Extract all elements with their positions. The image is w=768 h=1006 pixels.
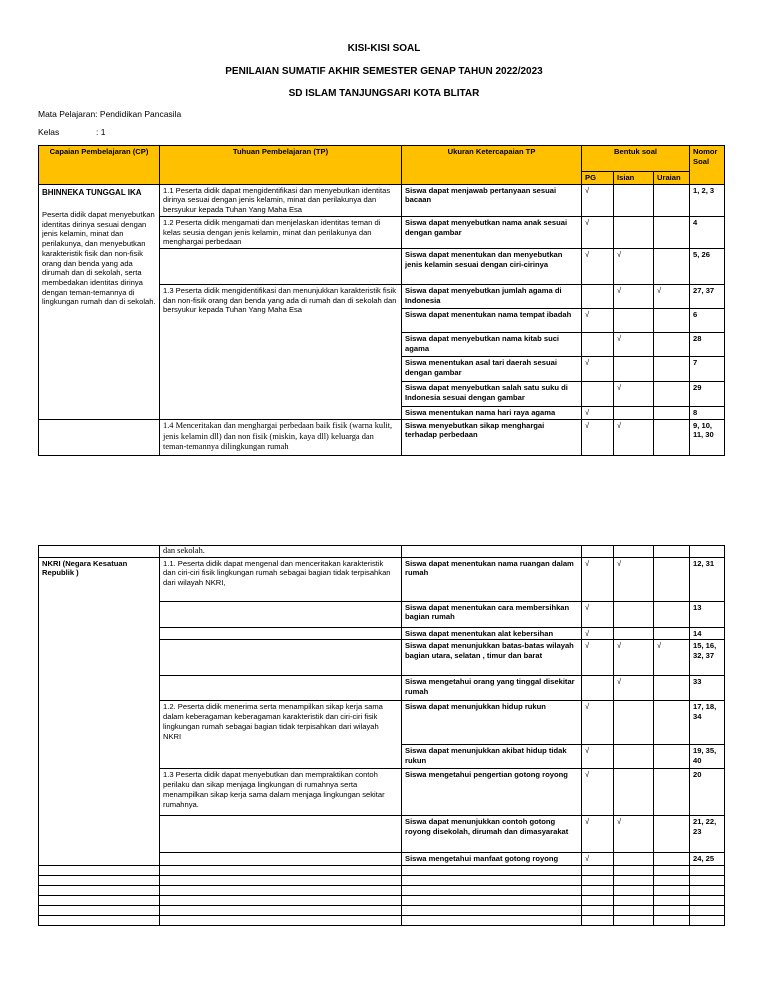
nomor-cell: 24, 25 (690, 853, 725, 866)
isian-cell: √ (614, 419, 654, 455)
tp-1-1-nkri: 1.1. Peserta didik dapat mengenal dan menceritakan karakteristik dan ciri-ciri fisik lingkungan rumah sebagai bagian tidak terpisahkan dari wilayah NKRI, (160, 557, 402, 601)
nomor-cell: 1, 2, 3 (690, 184, 725, 216)
header-uraian: Uraian (654, 172, 690, 185)
uraian-cell (654, 382, 690, 407)
ukuran-cell: Siswa dapat menyebutkan jumlah agama di Indonesia (402, 285, 582, 309)
pg-cell (582, 333, 614, 357)
tp-1-2: 1.2 Peserta didik mengamati dan menjelaskan identitas teman di kelas seusia dengan jenis kelamin, minat dan perilakunya dan menghargai perbedaan (160, 216, 402, 248)
pg-cell (582, 382, 614, 407)
isian-cell (614, 745, 654, 769)
isian-cell: √ (614, 382, 654, 407)
pg-cell (582, 676, 614, 701)
blank-row (39, 876, 725, 886)
tp-empty-cell (160, 853, 402, 866)
isian-cell (614, 216, 654, 248)
isian-cell (614, 309, 654, 333)
school-name: SD ISLAM TANJUNGSARI KOTA BLITAR (288, 88, 480, 99)
nomor-cell: 17, 18, 34 (690, 701, 725, 745)
blank-row (39, 866, 725, 876)
nomor-cell: 5, 26 (690, 249, 725, 285)
pg-cell: √ (582, 357, 614, 382)
nomor-cell: 27, 37 (690, 285, 725, 309)
uraian-cell (654, 701, 690, 745)
nomor-cell: 29 (690, 382, 725, 407)
cp-title: BHINNEKA TUNGGAL IKA (42, 187, 142, 197)
isian-cell: √ (614, 557, 654, 601)
blank-row (39, 886, 725, 896)
nomor-cell: 19, 35, 40 (690, 745, 725, 769)
ukuran-cell: Siswa dapat menentukan dan menyebutkan jenis kelamin sesuai dengan ciri-cirinya (402, 249, 582, 285)
nomor-cell: 14 (690, 627, 725, 640)
uraian-cell (654, 184, 690, 216)
uraian-cell (654, 249, 690, 285)
empty-cell (654, 546, 690, 558)
pg-cell: √ (582, 557, 614, 601)
ukuran-cell: Siswa dapat menentukan nama tempat ibadah (402, 309, 582, 333)
nomor-cell: 13 (690, 601, 725, 627)
nomor-cell: 20 (690, 769, 725, 816)
uraian-cell (654, 601, 690, 627)
subject-label: Mata Pelajaran: Pendidikan Pancasila (38, 109, 182, 119)
uraian-cell: √ (654, 640, 690, 676)
isian-cell (614, 701, 654, 745)
isian-cell (614, 769, 654, 816)
uraian-cell (654, 216, 690, 248)
cp-title: NKRI (Negara Kesatuan Republik ) (39, 557, 160, 865)
isian-cell: √ (614, 640, 654, 676)
uraian-cell (654, 745, 690, 769)
document-subtitle: PENILAIAN SUMATIF AKHIR SEMESTER GENAP TAHUN 2022/2023 (225, 66, 543, 77)
nomor-cell: 8 (690, 407, 725, 420)
uraian-cell (654, 769, 690, 816)
nomor-cell: 33 (690, 676, 725, 701)
pg-cell: √ (582, 816, 614, 853)
tp-empty-cell (160, 676, 402, 701)
pg-cell: √ (582, 769, 614, 816)
nomor-cell: 21, 22, 23 (690, 816, 725, 853)
ukuran-cell: Siswa dapat menyebutkan nama kitab suci agama (402, 333, 582, 357)
pg-cell: √ (582, 309, 614, 333)
grid-table-2 (38, 545, 725, 926)
cp-empty-cell (39, 546, 160, 558)
pg-cell: √ (582, 184, 614, 216)
nomor-cell: 12, 31 (690, 557, 725, 601)
pg-cell: √ (582, 701, 614, 745)
class-label: Kelas (38, 127, 60, 137)
ukuran-cell: Siswa dapat menyebutkan salah satu suku di Indonesia sesuai dengan gambar (402, 382, 582, 407)
pg-cell: √ (582, 627, 614, 640)
isian-cell: √ (614, 676, 654, 701)
isian-cell (614, 853, 654, 866)
ukuran-cell: Siswa dapat menentukan alat kebersihan (402, 627, 582, 640)
pg-cell: √ (582, 419, 614, 455)
ukuran-cell: Siswa mengetahui pengertian gotong royong (402, 769, 582, 816)
uraian-cell (654, 676, 690, 701)
uraian-cell: √ (654, 285, 690, 309)
isian-cell (614, 601, 654, 627)
nomor-cell: 4 (690, 216, 725, 248)
isian-cell: √ (614, 249, 654, 285)
uraian-cell (654, 309, 690, 333)
ukuran-cell: Siswa dapat menunjukkan batas-batas wilayah bagian utara, selatan , timur dan barat (402, 640, 582, 676)
header-nomor-soal: Nomor Soal (690, 146, 725, 185)
tp-empty-cell (160, 816, 402, 853)
document-title: KISI-KISI SOAL (347, 43, 421, 54)
blank-row (39, 896, 725, 906)
isian-cell (614, 627, 654, 640)
pg-cell: √ (582, 745, 614, 769)
pg-cell: √ (582, 853, 614, 866)
tp-1-3: 1.3 Peserta didik mengidentifikasi dan menunjukkan karakteristik fisik dan non-fisik orang dan benda yang ada di rumah dan di sekolah dan bersyukur kepada Tuhan Yang Maha Esa (160, 285, 402, 420)
uraian-cell (654, 557, 690, 601)
tp-empty-cell (160, 627, 402, 640)
uraian-cell (654, 816, 690, 853)
empty-cell (690, 546, 725, 558)
ukuran-cell: Siswa dapat menunjukkan akibat hidup tidak rukun (402, 745, 582, 769)
header-cp: Capaian Pembelajaran (CP) (39, 146, 160, 185)
ukuran-cell: Siswa mengetahui manfaat gotong royong (402, 853, 582, 866)
pg-cell: √ (582, 601, 614, 627)
ukuran-cell: Siswa mengetahui orang yang tinggal disekitar rumah (402, 676, 582, 701)
isian-cell (614, 407, 654, 420)
blank-row (39, 906, 725, 916)
tp-continuation: dan sekolah. (160, 546, 402, 558)
tp-empty-cell (160, 640, 402, 676)
ukuran-cell: Siswa dapat menentukan nama ruangan dalam rumah (402, 557, 582, 601)
header-isian: Isian (614, 172, 654, 185)
header-bentuk-soal: Bentuk soal (582, 146, 690, 172)
empty-cell (614, 546, 654, 558)
isian-cell: √ (614, 285, 654, 309)
uraian-cell (654, 419, 690, 455)
nomor-cell: 28 (690, 333, 725, 357)
ukuran-cell: Siswa dapat menjawab pertanyaan sesuai bacaan (402, 184, 582, 216)
isian-cell: √ (614, 816, 654, 853)
ukuran-cell: Siswa dapat menunjukkan hidup rukun (402, 701, 582, 745)
ukuran-cell: Siswa dapat menentukan cara membersihkan bagian rumah (402, 601, 582, 627)
tp-1-3-nkri: 1.3 Peserta didik dapat menyebutkan dan mempraktikan contoh perilaku dan sikap menjaga lingkungan di rumahnya serta menampilkan sikap kerja sama dalam menjaga lingkungan sekitar rumahnya. (160, 769, 402, 816)
cp-description: Peserta didik dapat menyebutkan identitas dirinya sesuai dengan jenis kelamin, minat dan perilakunya, dan menyebutkan karakteristik fisik dan non-fisik orang dan benda yang ada dirumah dan di sekolah, serta membedakan identitas dirinya dengan teman-temannya di lingkungan rumah dan di sekolah. (42, 209, 156, 307)
class-value: : 1 (96, 127, 106, 137)
pg-cell (582, 285, 614, 309)
tp-1-2-nkri: 1.2. Peserta didik menerima serta menampilkan sikap kerja sama dalam keberagaman keberagaman karakteristik dan ciri-ciri fisik lingkungan rumah sebagai bagian tidak terpisahkan dari wilayah NKRI (160, 701, 402, 769)
uraian-cell (654, 627, 690, 640)
uraian-cell (654, 357, 690, 382)
header-tp: Tuhuan Pembelajaran (TP) (160, 146, 402, 185)
ukuran-cell: Siswa menyebutkan sikap menghargai terhadap perbedaan (402, 419, 582, 455)
ukuran-cell: Siswa menentukan nama hari raya agama (402, 407, 582, 420)
tp-empty-cell (160, 601, 402, 627)
pg-cell: √ (582, 216, 614, 248)
cp-cell (39, 184, 160, 419)
header-pg: PG (582, 172, 614, 185)
ukuran-cell: Siswa dapat menunjukkan contoh gotong royong disekolah, dirumah dan dimasyarakat (402, 816, 582, 853)
uraian-cell (654, 333, 690, 357)
cp-empty-cell (39, 419, 160, 455)
empty-cell (582, 546, 614, 558)
ukuran-cell: Siswa dapat menyebutkan nama anak sesuai dengan gambar (402, 216, 582, 248)
nomor-cell: 15, 16, 32, 37 (690, 640, 725, 676)
isian-cell (614, 357, 654, 382)
uraian-cell (654, 853, 690, 866)
isian-cell: √ (614, 333, 654, 357)
isian-cell (614, 184, 654, 216)
grid-table-1 (38, 145, 725, 456)
blank-row (39, 916, 725, 926)
pg-cell: √ (582, 249, 614, 285)
tp-1-1: 1.1 Peserta didik dapat mengidentifikasi dan menyebutkan identitas dirinya sesuai dengan jenis kelamin, minat dan perilakunya dan bersyukur kepada Tuhan Yang Maha Esa (160, 184, 402, 216)
ukuran-cell: Siswa menentukan asal tari daerah sesuai dengan gambar (402, 357, 582, 382)
pg-cell: √ (582, 640, 614, 676)
tp-1-4: 1.4 Menceritakan dan menghargai perbedaan baik fisik (warna kulit, jenis kelamin dll) dan non fisik (miskin, kaya dll) keluarga dan teman-temannya dilingkungan rumah (160, 419, 402, 455)
tp-empty-cell (160, 249, 402, 285)
nomor-cell: 6 (690, 309, 725, 333)
empty-cell (402, 546, 582, 558)
uraian-cell (654, 407, 690, 420)
pg-cell: √ (582, 407, 614, 420)
nomor-cell: 7 (690, 357, 725, 382)
nomor-cell: 9, 10, 11, 30 (690, 419, 725, 455)
header-ukuran: Ukuran Ketercapaian TP (402, 146, 582, 185)
